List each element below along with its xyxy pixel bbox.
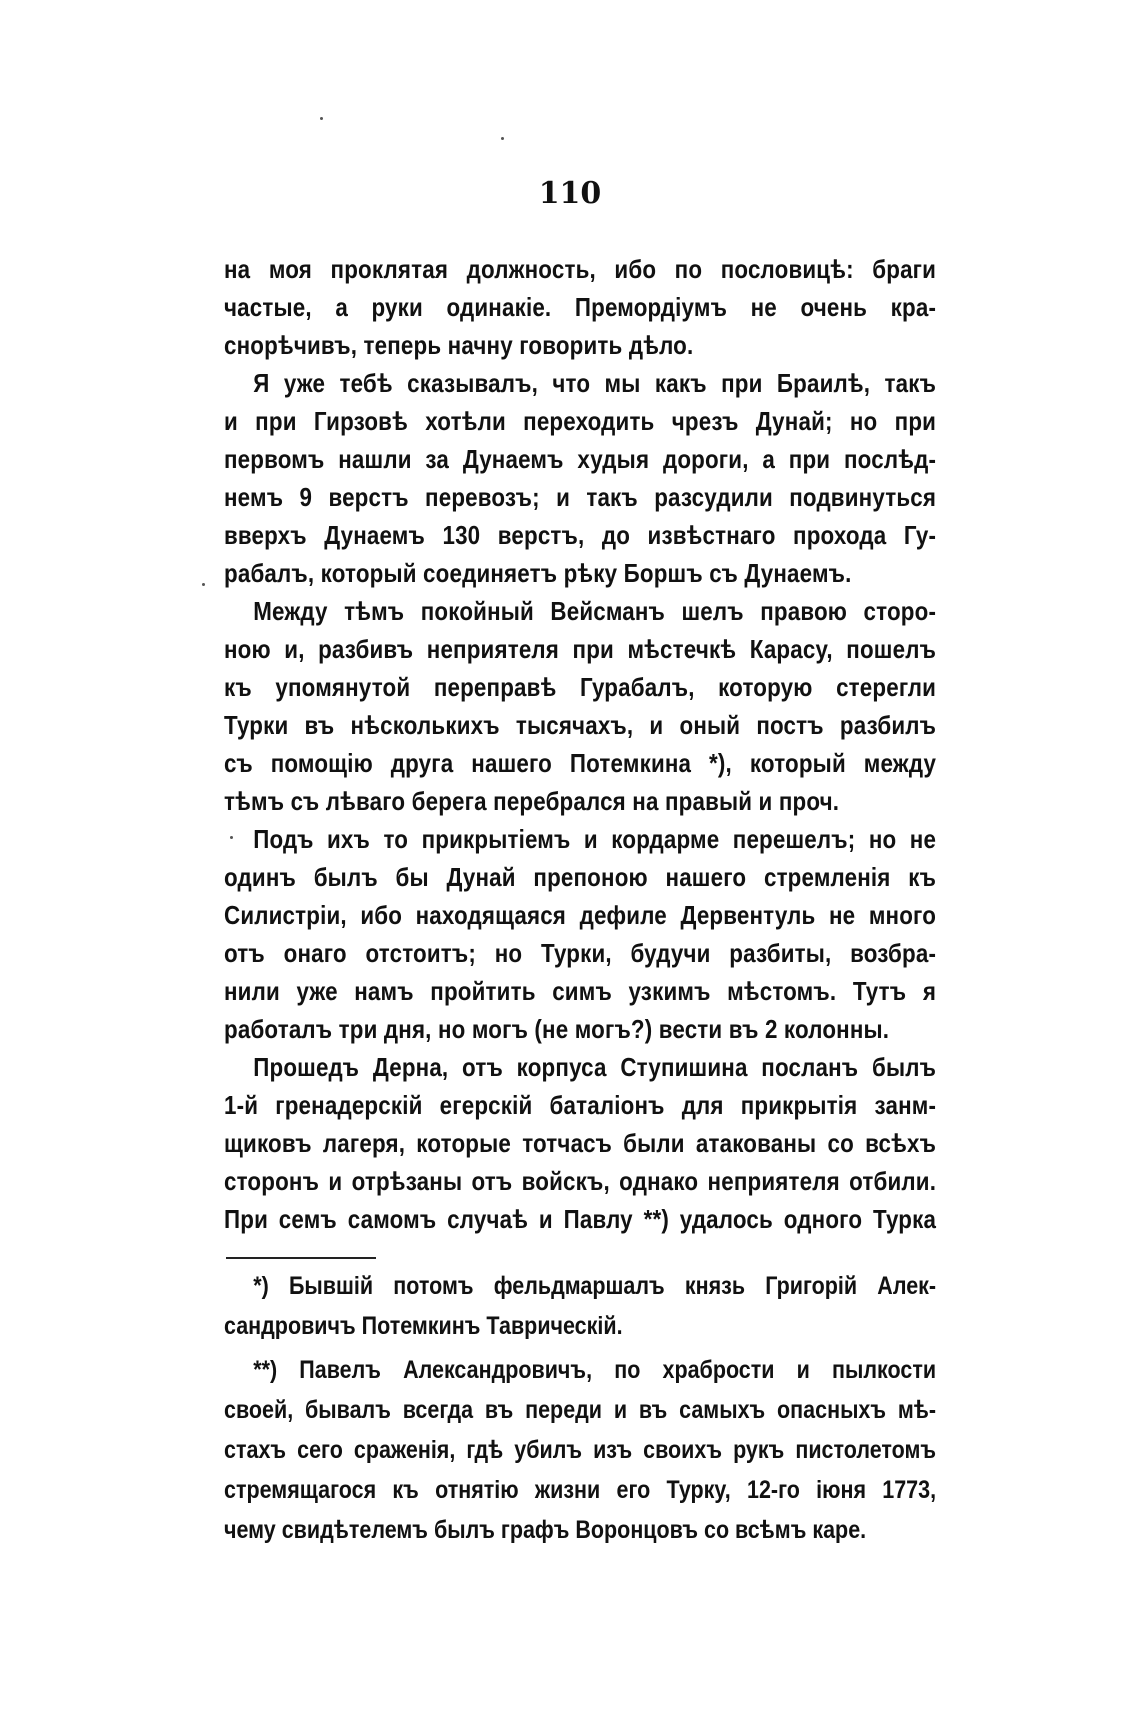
text-line: работалъ три дня, но могъ (не могъ?) вести въ 2 колонны. xyxy=(224,1014,890,1044)
scan-speck xyxy=(230,836,233,839)
main-text xyxy=(224,250,936,1238)
footnote-line: **) Павелъ Александровичъ, по храбрости и пылкости xyxy=(253,1356,937,1384)
text-line: къ упомянутой переправѣ Гурабалъ, которую стерегли xyxy=(224,672,937,702)
text-line: сторонъ и отрѣзаны отъ войскъ, однако неприятеля отбили. xyxy=(224,1166,937,1196)
text-line: щиковъ лагеря, которые тотчасъ были атакованы со всѣхъ xyxy=(224,1128,937,1158)
text-line: Прошедъ Дерна, отъ корпуса Ступишина посланъ былъ xyxy=(253,1052,937,1082)
footnote-divider xyxy=(226,1257,376,1259)
page-number: 110 xyxy=(538,176,602,211)
text-line: При семъ самомъ случаѣ и Павлу **) удалось одного Турка xyxy=(224,1204,937,1234)
scan-speck xyxy=(320,117,323,120)
text-line: снорѣчивъ, теперь начну говорить дѣло. xyxy=(224,330,694,360)
text-line: нили уже намъ пройтить симъ узкимъ мѣстомъ. Тутъ я xyxy=(224,976,937,1006)
footnote-line: стремящагося къ отнятію жизни его Турку, 12-го іюня 1773, xyxy=(224,1476,937,1504)
footnote-line: своей, бывалъ всегда въ переди и въ самыхъ опасныхъ мѣ- xyxy=(224,1396,937,1424)
text-line: 1-й гренадерскій егерскій баталіонъ для прикрытія занм- xyxy=(224,1090,937,1120)
text-line: на моя проклятая должность, ибо по пословицѣ: браги xyxy=(224,254,937,284)
text-line: частые, а руки одинакіе. Премордіумъ не очень кра- xyxy=(224,292,937,322)
footnote-line: *) Бывшій потомъ фельдмаршалъ князь Григорій Алек- xyxy=(253,1272,937,1300)
text-line: Турки въ нѣсколькихъ тысячахъ, и оный постъ разбилъ xyxy=(224,710,937,740)
text-line: одинъ былъ бы Дунай препоною нашего стремленія къ xyxy=(224,862,937,892)
text-line: Я уже тебѣ сказывалъ, что мы какъ при Браилѣ, такъ xyxy=(253,368,937,398)
text-line: съ помощію друга нашего Потемкина *), который между xyxy=(224,748,937,778)
text-line: вверхъ Дунаемъ 130 верстъ, до извѣстнаго прохода Гу- xyxy=(224,520,937,550)
text-line: Силистріи, ибо находящаяся дефиле Дервентуль не много xyxy=(224,900,937,930)
scan-speck xyxy=(202,583,205,586)
text-line: отъ онаго отстоитъ; но Турки, будучи разбиты, возбра- xyxy=(224,938,937,968)
footnote-line: сандровичъ Потемкинъ Таврическій. xyxy=(224,1312,623,1340)
text-line: рабалъ, который соединяетъ рѣку Боршъ съ Дунаемъ. xyxy=(224,558,852,588)
text-line: Между тѣмъ покойный Вейсманъ шелъ правою сторо- xyxy=(253,596,937,626)
scan-speck xyxy=(501,137,504,140)
text-line: тѣмъ съ лѣваго берега перебрался на правый и проч. xyxy=(224,786,840,816)
text-line: первомъ нашли за Дунаемъ худыя дороги, а при послѣд- xyxy=(224,444,937,474)
text-line: ною и, разбивъ неприятеля при мѣстечкѣ Карасу, пошелъ xyxy=(224,634,937,664)
text-line: и при Гирзовѣ хотѣли переходить чрезъ Дунай; но при xyxy=(224,406,937,436)
text-line: Подъ ихъ то прикрытіемъ и кордарме перешелъ; но не xyxy=(253,824,937,854)
footnotes xyxy=(224,1266,936,1550)
footnote-line: стахъ сего сраженія, гдѣ убилъ изъ своихъ рукъ пистолетомъ xyxy=(224,1436,937,1464)
text-line: немъ 9 верстъ перевозъ; и такъ разсудили подвинуться xyxy=(224,482,937,512)
footnote-line: чему свидѣтелемъ былъ графъ Воронцовъ со всѣмъ каре. xyxy=(224,1516,867,1544)
